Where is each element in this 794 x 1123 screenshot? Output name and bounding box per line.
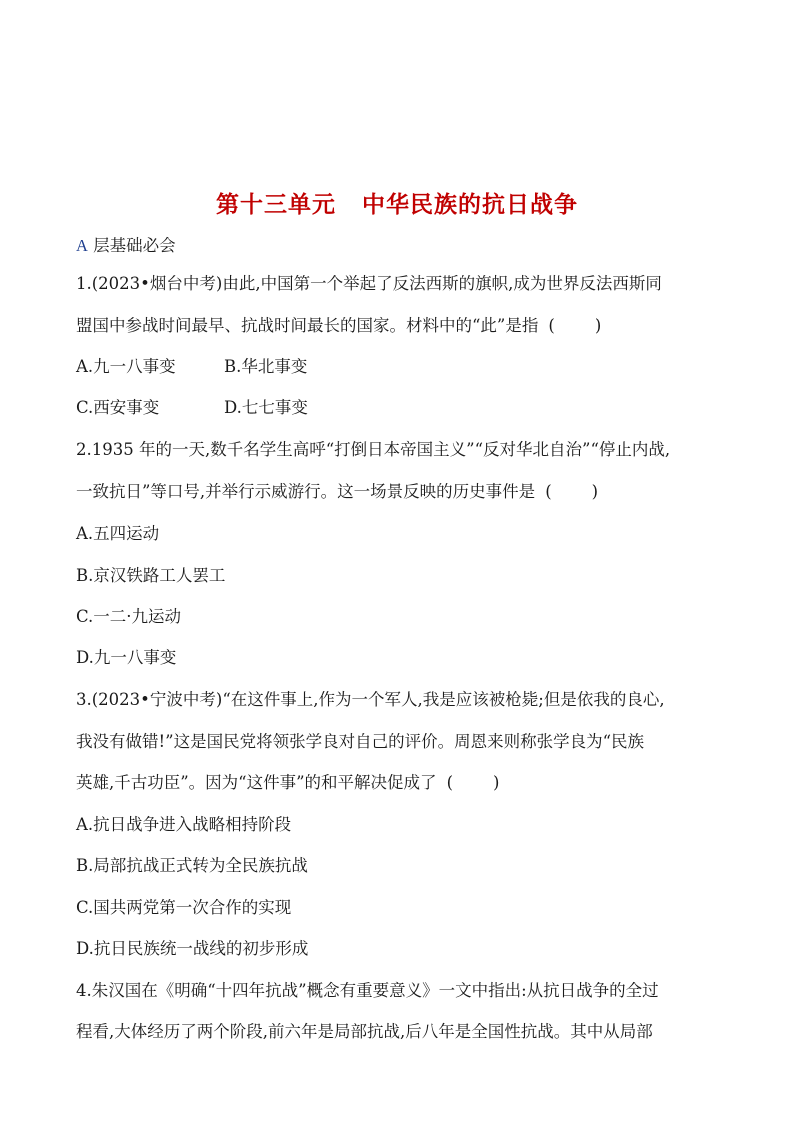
q1-line2 [76,316,601,336]
page-title [0,186,794,219]
q3-option-c: C.国共两党第一次合作的实现 [76,898,292,917]
section-letter: A [76,236,88,255]
section-label: 层基础必会 [93,236,176,255]
q1-answer-bracket: ( ) [548,316,602,335]
unit-name: 中华民族的抗日战争 [362,192,578,218]
q2-option-a: A.五四运动 [76,524,160,543]
q1-option-b: B.华北事变 [224,357,308,376]
q3-line2: 我没有做错!”这是国民党将领张学良对自己的评价。周恩来则称张学良为“民族 [76,732,645,751]
q4-line2: 程看,大体经历了两个阶段,前六年是局部抗战,后八年是全国性抗战。其中从局部 [76,1022,653,1041]
q2-line1: 2.1935 年的一天,数千名学生高呼“打倒日本帝国主义”“反对华北自治”“停止内战, [76,440,671,459]
q1-line1: 1.(2023•烟台中考)由此,中国第一个举起了反法西斯的旗帜,成为世界反法西斯同 [76,274,662,293]
q1-line2-text: 盟国中参战时间最早、抗战时间最长的国家。材料中的“此”是指 [76,316,539,335]
q1-option-c: C.西安事变 [76,398,160,417]
section-heading [76,232,176,256]
q2-line2 [76,482,598,502]
q1-option-a: A.九一八事变 [76,357,176,376]
q2-option-c: C.一二·九运动 [76,607,182,626]
q3-line3-text: 英雄,千古功臣”。因为“这件事”的和平解决促成了 [76,773,437,792]
q3-line3 [76,773,499,793]
unit-number: 第十三单元 [216,192,336,218]
q3-answer-bracket: ( ) [446,773,500,792]
q3-line1: 3.(2023•宁波中考)“在这件事上,作为一个军人,我是应该被枪毙;但是依我的良心, [76,690,665,709]
q3-option-d: D.抗日民族统一战线的初步形成 [76,939,309,958]
q1-option-d: D.七七事变 [224,398,308,417]
q1-option-row1 [76,357,308,377]
q4-line1: 4.朱汉国在《明确“十四年抗战”概念有重要意义》一文中指出:从抗日战争的全过 [76,981,659,1000]
q2-option-d: D.九一八事变 [76,648,177,667]
q2-option-b: B.京汉铁路工人罢工 [76,566,226,585]
q1-option-row2 [76,398,308,418]
q2-answer-bracket: ( ) [545,482,599,501]
q3-option-b: B.局部抗战正式转为全民族抗战 [76,856,308,875]
q2-line2-text: 一致抗日”等口号,并举行示威游行。这一场景反映的历史事件是 [76,482,536,501]
q3-option-a: A.抗日战争进入战略相持阶段 [76,815,292,834]
